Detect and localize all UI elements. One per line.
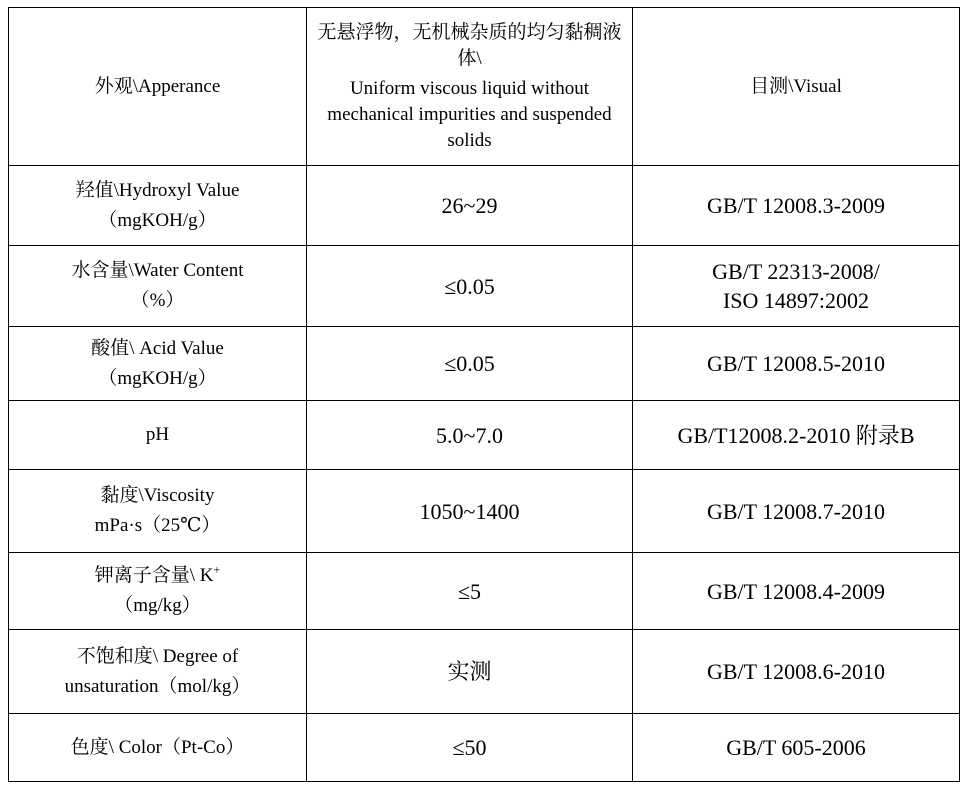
item-text: 色度\ Color（Pt-Co） [70, 736, 245, 758]
item-unit: （mg/kg） [114, 595, 201, 616]
spec-text: 5.0~7.0 [436, 422, 503, 448]
item-text: 外观\Apperance [94, 75, 221, 97]
item-text: 不饱和度\ Degree of [76, 645, 239, 667]
spec-text: 26~29 [441, 193, 498, 218]
item-label: 钾离子含量\ K [94, 565, 214, 586]
method-cell [633, 470, 960, 553]
spec-cell [307, 8, 633, 166]
item-cell [9, 630, 307, 714]
table-row [9, 8, 960, 166]
table-row [9, 327, 960, 401]
method-cell [633, 630, 960, 714]
method-text: ISO 14897:2002 [722, 288, 870, 313]
method-text: 目测\Visual [750, 75, 842, 97]
item-unit: mPa·s（25℃） [94, 515, 221, 536]
item-superscript: + [213, 562, 221, 577]
spec-text: ≤0.05 [444, 351, 495, 376]
table-row [9, 470, 960, 553]
spec-text-cn: 无悬浮物，无机械杂质的均匀黏稠液体\ [317, 21, 622, 69]
method-text: GB/T 12008.4-2009 [706, 578, 886, 604]
item-text: 羟值\Hydroxyl Value [75, 179, 240, 201]
spec-text: 1050~1400 [419, 498, 520, 524]
item-cell [9, 401, 307, 470]
method-cell [633, 166, 960, 246]
method-cell [633, 553, 960, 630]
spec-cell [307, 327, 633, 401]
table-row [9, 401, 960, 470]
spec-cell [307, 553, 633, 630]
specification-table [8, 7, 960, 782]
item-text: pH [145, 424, 170, 445]
item-cell [9, 166, 307, 246]
spec-cell [307, 630, 633, 714]
item-unit: unsaturation（mol/kg） [64, 675, 251, 697]
method-cell [633, 246, 960, 327]
item-unit: （%） [130, 290, 185, 311]
item-cell [9, 8, 307, 166]
item-cell [9, 327, 307, 401]
table-row [9, 630, 960, 714]
method-text: GB/T 22313-2008/ [712, 259, 880, 284]
spec-text: ≤0.05 [444, 273, 495, 299]
spec-cell [307, 714, 633, 782]
item-text: 黏度\Viscosity [100, 485, 215, 506]
method-cell [633, 327, 960, 401]
method-cell [633, 8, 960, 166]
spec-text: ≤5 [457, 578, 482, 604]
spec-cell [307, 246, 633, 327]
item-cell [9, 246, 307, 327]
method-text: GB/T 12008.5-2010 [706, 351, 886, 376]
spec-text: 实测 [447, 659, 492, 684]
item-cell [9, 470, 307, 553]
item-text: 酸值\ Acid Value [91, 337, 224, 359]
table-row [9, 553, 960, 630]
table-row [9, 166, 960, 246]
item-cell [9, 714, 307, 782]
method-cell [633, 401, 960, 470]
item-unit: （mgKOH/g） [98, 367, 217, 389]
item-cell [9, 553, 307, 630]
item-text: 水含量\Water Content [71, 260, 244, 281]
spec-cell [307, 166, 633, 246]
method-cell [633, 714, 960, 782]
spec-text: ≤50 [452, 735, 487, 760]
method-text: GB/T 12008.6-2010 [706, 659, 886, 684]
item-text [13, 561, 302, 591]
table-row [9, 246, 960, 327]
method-text: GB/T 12008.3-2009 [706, 193, 886, 218]
spec-text-en: Uniform viscous liquid without mechanical impurities and suspended solids [327, 77, 612, 151]
spec-cell [307, 401, 633, 470]
table-row [9, 714, 960, 782]
method-text: GB/T12008.2-2010 附录B [677, 422, 915, 448]
item-unit: （mgKOH/g） [98, 209, 217, 231]
spec-cell [307, 470, 633, 553]
method-text: GB/T 12008.7-2010 [706, 498, 886, 524]
method-text: GB/T 605-2006 [726, 735, 866, 760]
